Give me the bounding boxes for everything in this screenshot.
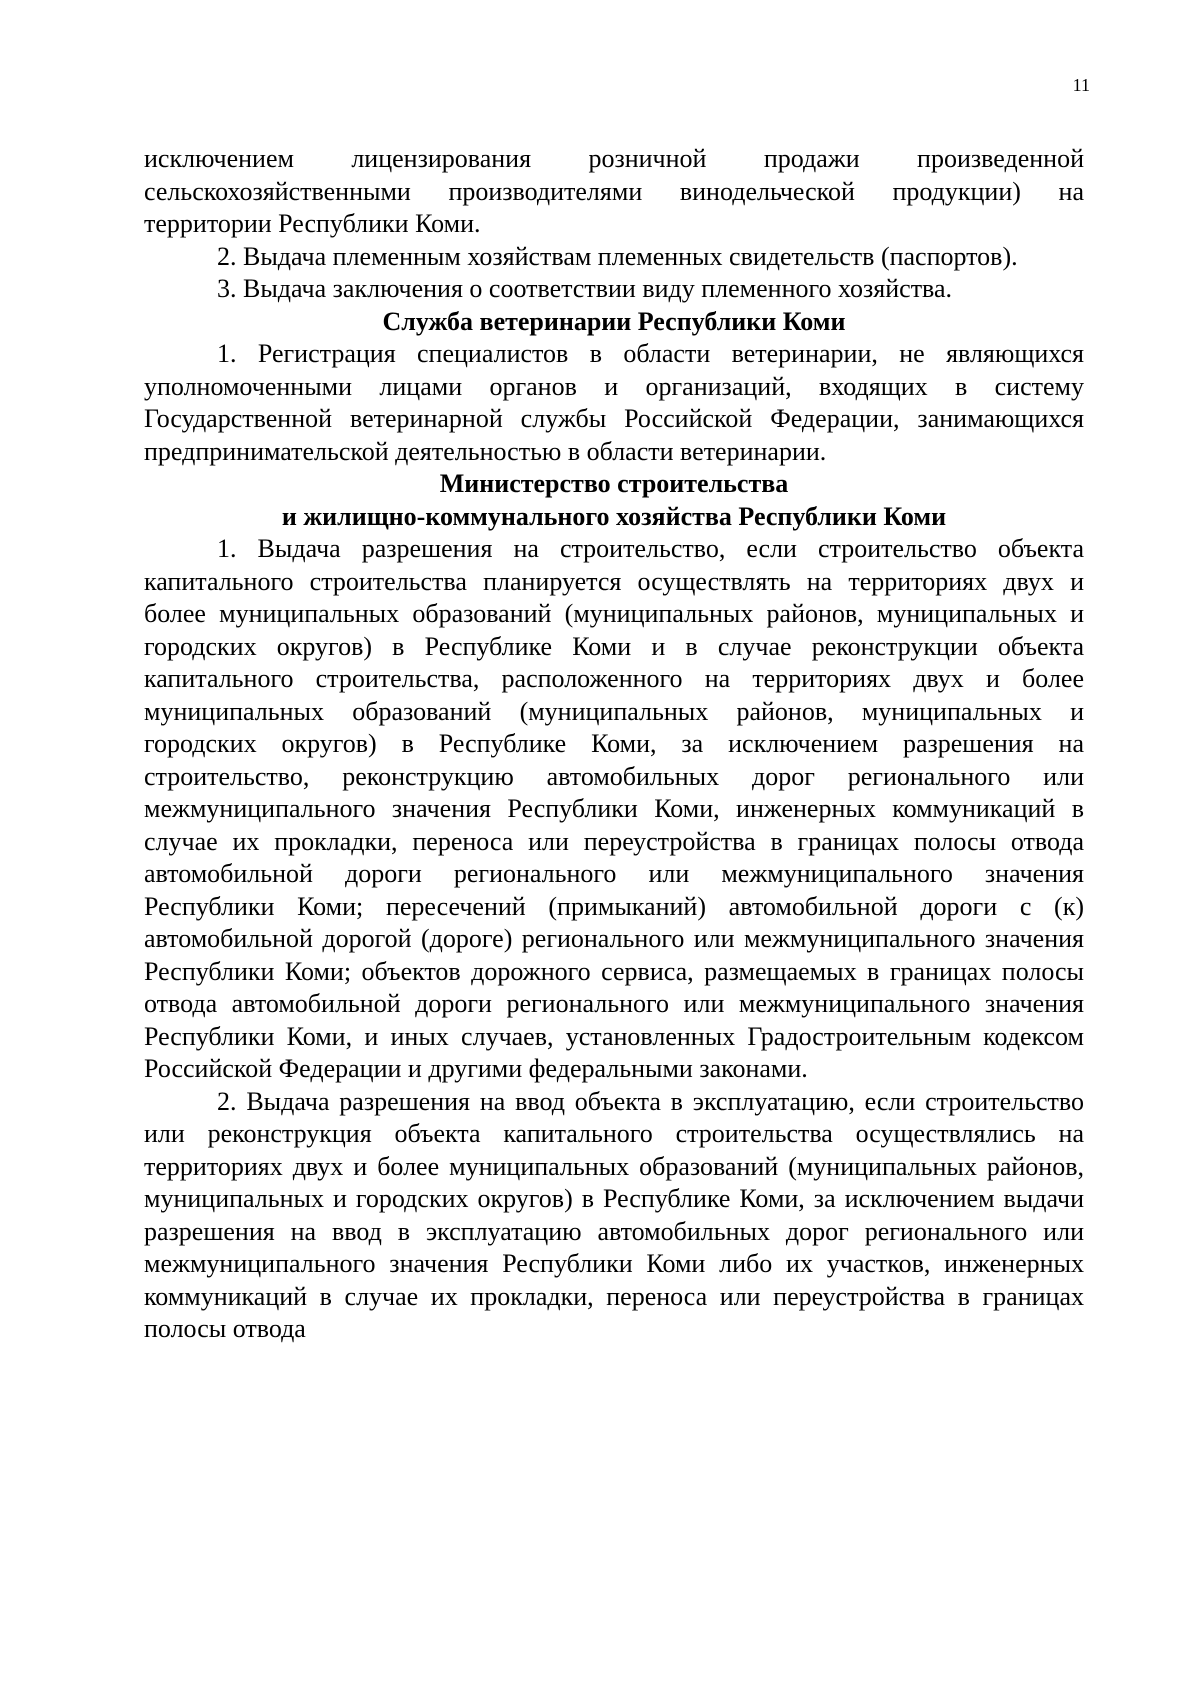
intro-item-3-paragraph: 3. Выдача заключения о соответствии виду племенного хозяйства. xyxy=(217,274,953,303)
intro-continuation-paragraph: исключением лицензирования розничной продажи произведенной сельскохозяйственными производителями винодельческой продукции) на территории Республики Коми. xyxy=(144,144,1084,238)
construction-item-2-paragraph: 2. Выдача разрешения на ввод объекта в эксплуатацию, если строительство или реконструкция объекта капитального строительства осуществлялись на территориях двух и более муниципальных образований (муниципальных районов, муниципальных и городских округов) в Республике Коми, за исключением выдачи разрешения на ввод в эксплуатацию автомобильных дорог регионального или межмуниципального значения Республики Коми либо их участков, инженерных коммуникаций в случае их прокладки, переноса или переустройства в границах полосы отвода xyxy=(144,1086,1084,1343)
section-heading-construction-ministry xyxy=(144,468,1084,533)
section-heading-line: Министерство строительства xyxy=(439,469,789,498)
section-heading-veterinary-service xyxy=(144,306,1084,339)
intro-item-2-paragraph: 2. Выдача племенным хозяйствам племенных свидетельств (паспортов). xyxy=(217,241,1018,271)
construction-item-1-paragraph: 1. Выдача разрешения на строительство, если строительство объекта капитального строительства планируется осуществлять на территориях двух и более муниципальных образований (муниципальных районов, муниципальных и городских округов) в Республике Коми и в случае реконструкции объекта капитального строительства, расположенного на территориях двух и более муниципальных образований (муниципальных районов, муниципальных и городских округов) в Республике Коми, за исключением разрешения на строительство, реконструкцию автомобильных дорог регионального или межмуниципального значения Республики Коми, инженерных коммуникаций в случае их прокладки, переноса или переустройства в границах полосы отвода автомобильной дороги регионального или межмуниципального значения Республики Коми; пересечений (примыканий) автомобильной дороги с (к) автомобильной дорогой (дороге) регионального или межмуниципального значения Республики Коми; объектов дорожного сервиса, размещаемых в границах полосы отвода автомобильной дороги регионального или межмуниципального значения Республики Коми, и иных случаев, установленных Градостроительным кодексом Российской Федерации и другими федеральными законами. xyxy=(144,534,1084,1083)
page-number: 11 xyxy=(1072,75,1090,95)
page-content xyxy=(144,143,1084,1346)
veterinary-item-1-paragraph: 1. Регистрация специалистов в области ветеринарии, не являющихся уполномоченными лицами органов и организаций, входящих в систему Государственной ветеринарной службы Российской Федерации, занимающихся предпринимательской деятельностью в области ветеринарии. xyxy=(144,339,1084,466)
section-heading-line: и жилищно-коммунального хозяйства Республики Коми xyxy=(281,501,947,531)
section-heading-line: Служба ветеринарии Республики Коми xyxy=(382,306,846,336)
